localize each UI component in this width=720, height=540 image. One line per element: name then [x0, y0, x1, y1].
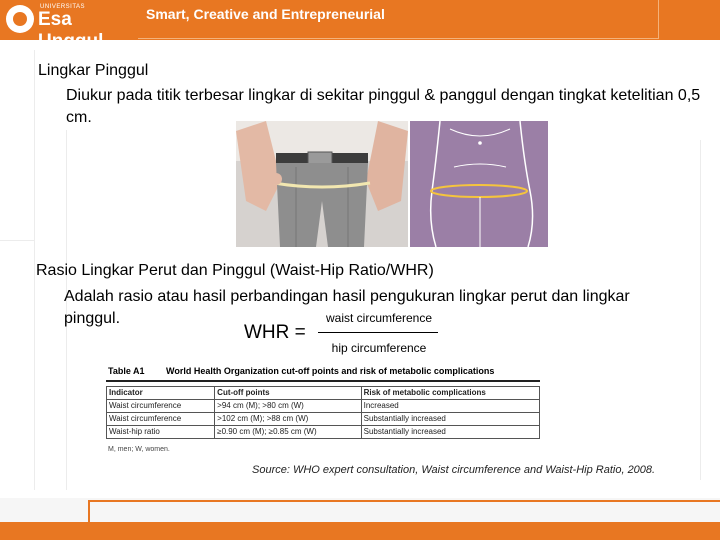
logo-emblem-icon: [6, 5, 34, 33]
table-header-cell: Risk of metabolic complications: [361, 387, 539, 400]
hip-measurement-photo: [236, 121, 408, 247]
section-body-hip: Diukur pada titik terbesar lingkar di sekitar pinggul & panggul dengan tingkat ketelitian 0,5 cm.: [66, 87, 701, 126]
logo-subtext: UNIVERSITAS: [40, 4, 86, 10]
section-body-whr: Adalah rasio atau hasil perbandingan hasil pengukuran lingkar perut dan lingkar pinggul.: [64, 288, 630, 327]
table-top-rule: [106, 380, 540, 382]
table-cell: Increased: [361, 400, 539, 413]
decor-line-left: [34, 50, 35, 490]
fraction-bar: [318, 332, 438, 333]
source-citation: Source: WHO expert consultation, Waist circumference and Waist-Hip Ratio, 2008.: [252, 464, 656, 476]
decor-line-right: [700, 140, 701, 480]
table-row: [107, 400, 540, 413]
university-logo: [6, 3, 128, 52]
table-footnote: M, men; W, women.: [108, 446, 170, 453]
whr-numerator: waist circumference: [325, 311, 433, 325]
table-cell: Waist circumference: [107, 400, 215, 413]
table-header-cell: Indicator: [107, 387, 215, 400]
tagline: Smart, Creative and Entrepreneurial: [146, 6, 385, 22]
table-cell: >102 cm (M); >88 cm (W): [215, 413, 361, 426]
table-header-cell: Cut-off points: [215, 387, 361, 400]
decor-line-h: [0, 240, 34, 241]
who-cutoff-table: [106, 386, 540, 439]
table-cell: Waist circumference: [107, 413, 215, 426]
whr-formula-label: WHR =: [244, 322, 306, 343]
table-cell: Substantially increased: [361, 426, 539, 439]
table-cell: Waist-hip ratio: [107, 426, 215, 439]
footer-frame-decoration: [88, 500, 720, 524]
table-title: World Health Organization cut-off points and risk of metabolic complications: [166, 366, 495, 376]
logo-text: Esa Unggul: [38, 9, 104, 52]
table-row: [107, 413, 540, 426]
table-cell: ≥0.90 cm (M); ≥0.85 cm (W): [215, 426, 361, 439]
table-row: [107, 426, 540, 439]
section-heading-hip: Lingkar Pinggul: [38, 62, 149, 79]
section-heading-whr: Rasio Lingkar Perut dan Pinggul (Waist-Hip Ratio/WHR): [36, 262, 434, 279]
whr-denominator: hip circumference: [331, 341, 427, 355]
table-header-row: [107, 387, 540, 400]
header-bar: [0, 0, 720, 52]
table-cell: Substantially increased: [361, 413, 539, 426]
table-cell: >94 cm (M); >80 cm (W): [215, 400, 361, 413]
table-caption: Table A1: [108, 366, 145, 376]
hip-diagram-illustration: [410, 121, 548, 247]
footer-orange-bar: [0, 522, 720, 540]
